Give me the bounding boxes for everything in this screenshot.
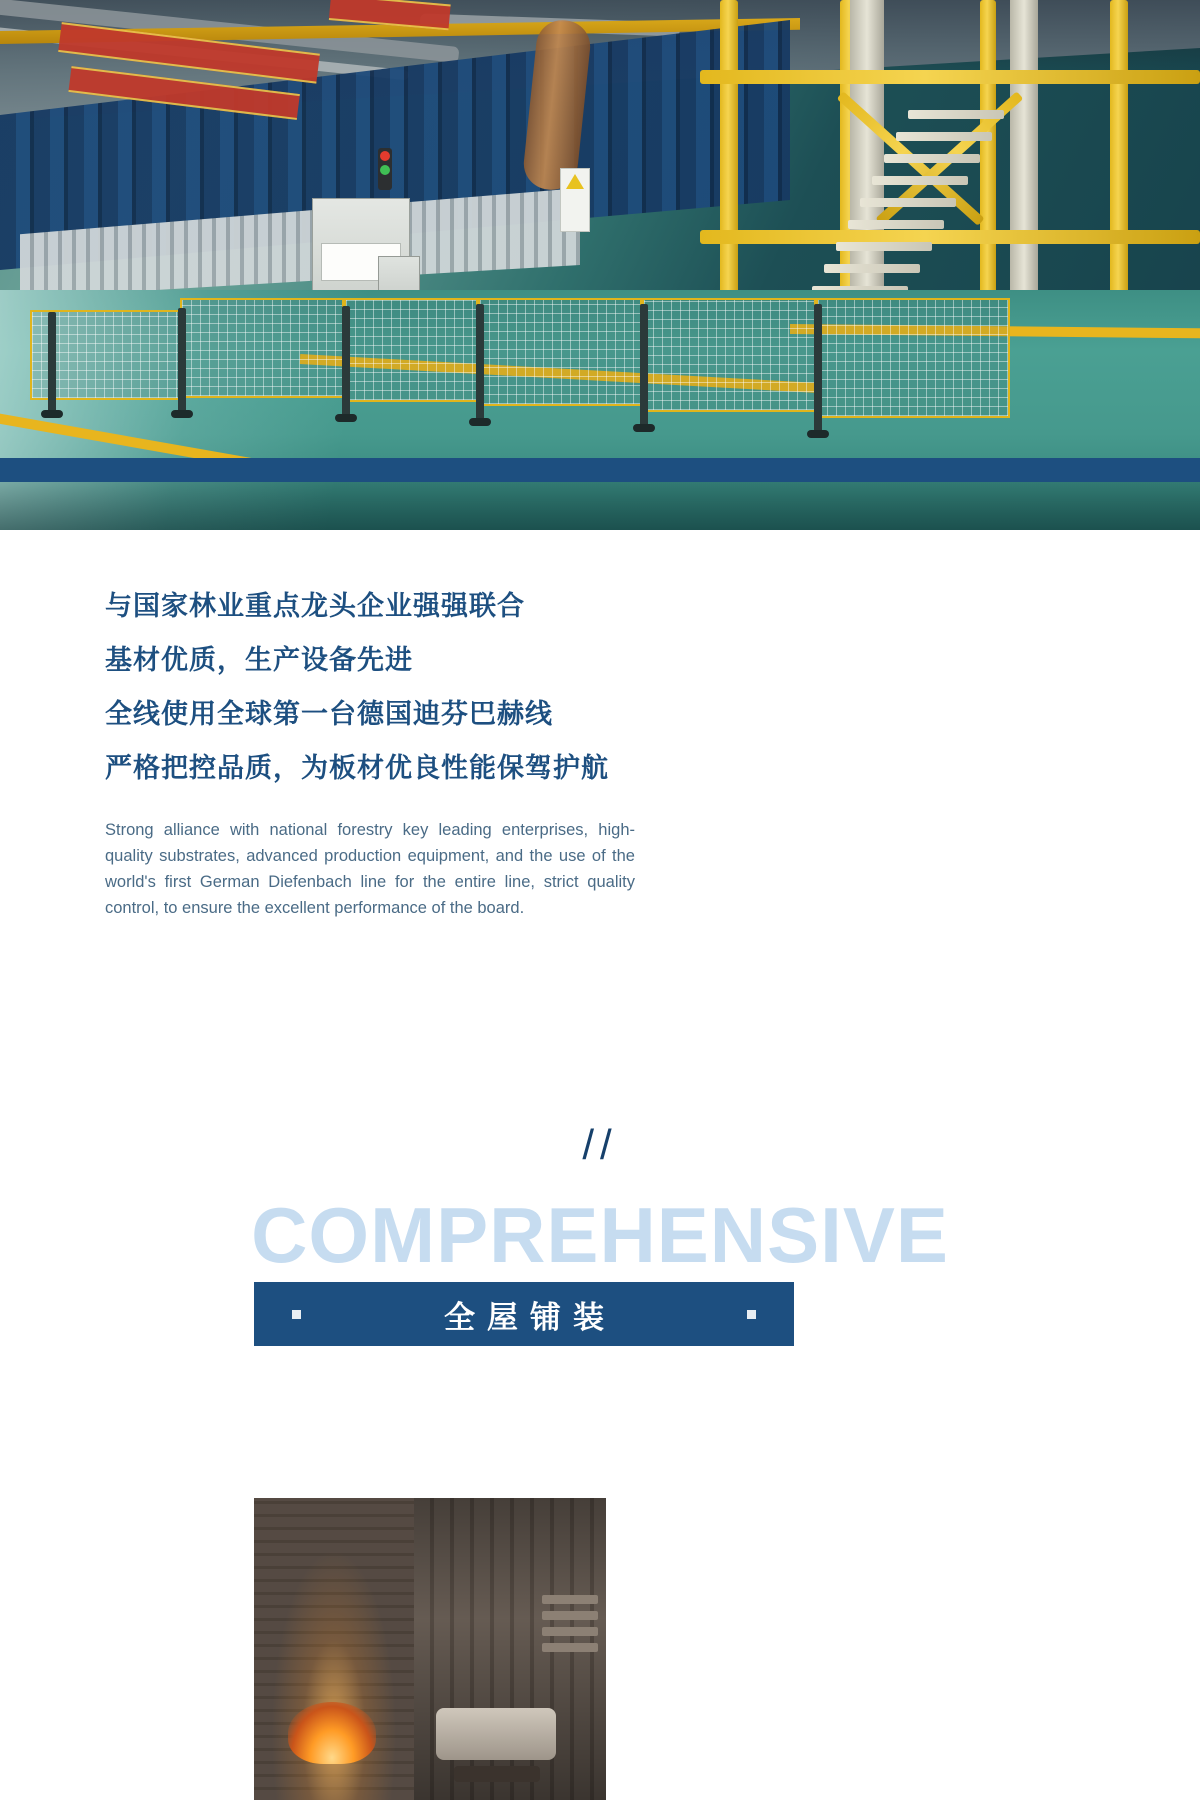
chinese-headline-line: 基材优质，生产设备先进: [105, 645, 413, 676]
fence-post: [342, 306, 350, 416]
section-title-banner: [254, 1282, 794, 1346]
warning-triangle-icon: [560, 168, 590, 232]
chinese-headline-line: 与国家林业重点龙头企业强强联合: [105, 591, 525, 622]
safety-fence: [642, 298, 816, 412]
square-marker-icon: [292, 1310, 301, 1319]
stair-step: [860, 198, 956, 207]
interior-stair-step: [542, 1627, 598, 1636]
safety-fence: [816, 298, 1010, 418]
living-room-photo-half: [414, 1498, 606, 1800]
stair-step: [824, 264, 920, 273]
hero-bottom-bar: [0, 458, 1200, 482]
chinese-headline-line: 全线使用全球第一台德国迪芬巴赫线: [105, 699, 553, 730]
stair-step: [884, 154, 980, 163]
chinese-headline-block: [105, 580, 825, 796]
interior-stair-step: [542, 1595, 598, 1604]
stair-step: [896, 132, 992, 141]
interior-stair-step: [542, 1643, 598, 1652]
section-heading: [0, 1100, 1200, 1380]
interior-photo: [254, 1498, 606, 1800]
ghost-watermark-text: COMPREHENSIVE: [251, 1191, 949, 1279]
safety-fence: [180, 298, 344, 398]
fireplace-photo-half: [254, 1498, 414, 1800]
stair-step: [848, 220, 944, 229]
safety-fence: [344, 298, 478, 402]
fence-post: [48, 312, 56, 412]
stair-step: [872, 176, 968, 185]
fence-post: [814, 304, 822, 432]
safety-fence: [478, 298, 642, 406]
interior-stair-step: [542, 1611, 598, 1620]
fence-post: [476, 304, 484, 420]
stair-step: [908, 110, 1004, 119]
fence-post: [640, 304, 648, 426]
sofa: [436, 1708, 556, 1760]
coffee-table: [454, 1766, 540, 1782]
square-marker-icon: [747, 1310, 756, 1319]
stair-step: [836, 242, 932, 251]
chinese-headline-line: 严格把控品质，为板材优良性能保驾护航: [105, 753, 609, 784]
fence-post: [178, 308, 186, 412]
signal-light-tower-icon: [378, 148, 392, 190]
english-paragraph: Strong alliance with national forestry key leading enterprises, high-quality substrates, advanced production equipment, and the use of the world's first German Diefenbach line for the entire line, strict quality control, to ensure the excellent performance of the board.: [105, 820, 635, 917]
hero-image: [0, 0, 1200, 530]
section-title-text: 全屋铺装: [444, 1299, 616, 1336]
slash-decoration: //: [582, 1121, 618, 1168]
